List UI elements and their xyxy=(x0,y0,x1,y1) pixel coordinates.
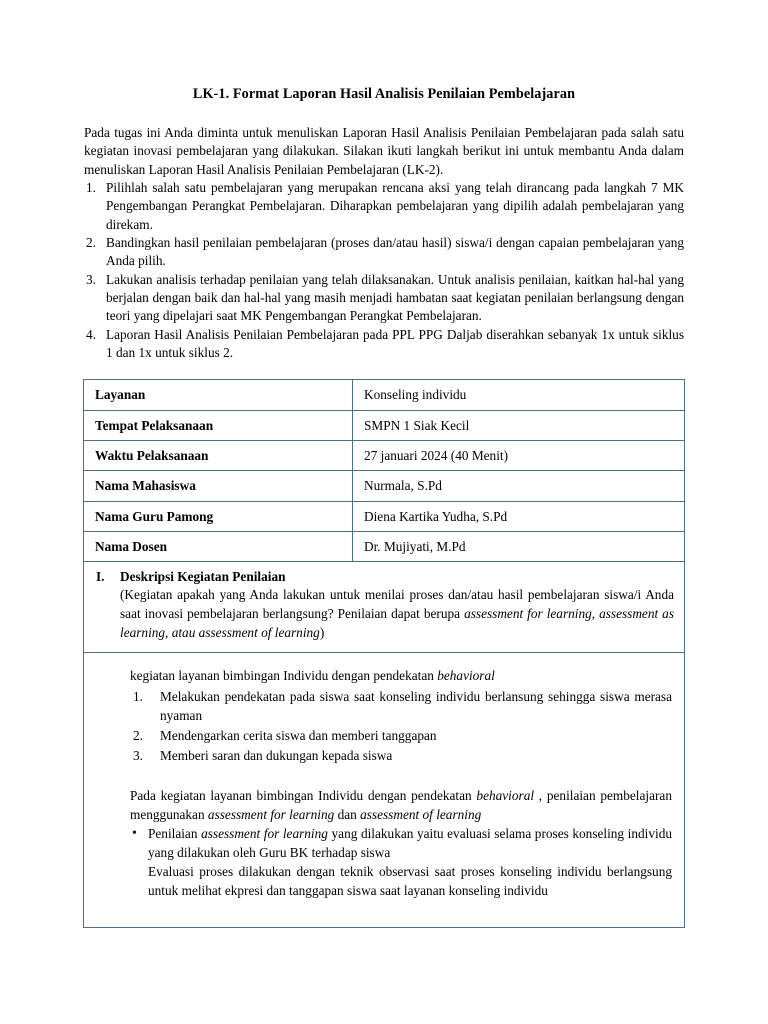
field-label-tempat-pelaksanaan: Tempat Pelaksanaan xyxy=(84,410,353,440)
answer-para-italic-2: assessment for learning xyxy=(207,807,335,823)
bullet-continuation-text: Evaluasi proses dilakukan dengan teknik observasi saat proses konseling individu berlangsung untuk melihat ekpresi dan tanggapan siswa saat layanan konseling individu xyxy=(148,863,672,898)
bullet-italic-1: assessment for learning xyxy=(201,826,328,842)
field-label-layanan: Layanan xyxy=(84,380,353,410)
field-value-nama-mahasiswa[interactable]: Nurmala, S.Pd xyxy=(353,471,685,501)
answer-activities-list xyxy=(130,688,672,766)
bullet-text-part-2: yang dilakukan yaitu evaluasi selama proses konseling individu yang dilakukan oleh Guru BK terhadap siswa xyxy=(148,826,672,861)
field-label-nama-guru-pamong: Nama Guru Pamong xyxy=(84,501,353,531)
instruction-step: Pilihlah salah satu pembelajaran yang merupakan rencana aksi yang telah dirancang pada langkah 7 MK Pengembangan Perangkat Pembelajaran. Diharapkan pembelajaran yang dipilih adalah pembelajaran yang direkam. xyxy=(106,180,684,232)
answer-lead-line xyxy=(130,667,672,686)
field-value-waktu-pelaksanaan[interactable]: 27 januari 2024 (40 Menit) xyxy=(353,441,685,471)
document-body xyxy=(84,103,684,362)
section-heading-text: Deskripsi Kegiatan Penilaian xyxy=(120,569,286,585)
table-row xyxy=(84,441,685,471)
field-value-layanan[interactable]: Konseling individu xyxy=(353,380,685,410)
section-numeral: I. xyxy=(96,569,105,585)
section-one-answer-row xyxy=(84,653,685,928)
activity-item: Mendengarkan cerita siswa dan memberi tanggapan xyxy=(160,727,437,743)
section-one-header-row xyxy=(84,562,685,653)
field-label-waktu-pelaksanaan: Waktu Pelaksanaan xyxy=(84,441,353,471)
description-italic-text: assessment for learning, assessment as learning, atau assessment of learning xyxy=(120,606,675,641)
field-value-nama-guru-pamong[interactable]: Diena Kartika Yudha, S.Pd xyxy=(353,501,685,531)
answer-para-part-2: , penilaian pembelajaran menggunakan xyxy=(130,788,672,823)
answer-cell[interactable] xyxy=(84,653,685,928)
answer-lead-prefix: kegiatan layanan bimbingan Individu dengan pendekatan xyxy=(130,668,438,684)
answer-lead-italic: behavioral xyxy=(437,668,495,684)
description-suffix-text: ) xyxy=(319,625,325,641)
answer-para-part-3: dan xyxy=(334,807,361,823)
section-one-heading xyxy=(94,567,674,586)
page-title: LK-1. Format Laporan Hasil Analisis Penilaian Pembelajaran xyxy=(192,86,576,102)
answer-paragraph xyxy=(130,787,672,825)
section-one-description xyxy=(94,586,674,643)
answer-bullet-list xyxy=(130,825,672,901)
instruction-steps-list xyxy=(84,179,684,362)
field-label-nama-dosen: Nama Dosen xyxy=(84,531,353,561)
field-value-tempat-pelaksanaan[interactable]: SMPN 1 Siak Kecil xyxy=(353,410,685,440)
table-row xyxy=(84,380,685,410)
table-row xyxy=(84,531,685,561)
table-row xyxy=(84,410,685,440)
field-value-nama-dosen[interactable]: Dr. Mujiyati, M.Pd xyxy=(353,531,685,561)
answer-para-part-1: Pada kegiatan layanan bimbingan Individu dengan pendekatan xyxy=(130,788,477,804)
table-row xyxy=(84,501,685,531)
report-form-table xyxy=(83,379,685,927)
answer-para-italic-3: assessment of learning xyxy=(360,807,482,823)
activity-item: Memberi saran dan dukungan kepada siswa xyxy=(160,747,393,763)
bullet-text-part-1: Penilaian xyxy=(148,826,202,842)
instruction-step: Lakukan analisis terhadap penilaian yang telah dilaksanakan. Untuk analisis penilaian, kaitkan hal-hal yang berjalan dengan baik dan hal-hal yang masih menjadi hambatan saat kegiatan penilaian berlangsung dengan teori yang dipelajari saat MK Pengembangan Perangkat Pembelajaran. xyxy=(106,271,684,324)
bullet-item xyxy=(130,825,672,901)
description-prefix-text: (Kegiatan apakah yang Anda lakukan untuk menilai proses dan/atau hasil pembelajaran siswa/i Anda saat inovasi pembelajaran berlangsung? Penilaian dapat berupa xyxy=(120,587,674,622)
intro-paragraph: Pada tugas ini Anda diminta untuk menuliskan Laporan Hasil Analisis Penilaian Pembelajaran pada salah satu kegiatan inovasi pembelajaran yang dilakukan. Silakan ikuti langkah berikut ini untuk membantu Anda dalam menuliskan Laporan Hasil Analisis Penilaian Pembelajaran (LK-2). xyxy=(84,125,684,177)
instruction-step: Laporan Hasil Analisis Penilaian Pembelajaran pada PPL PPG Daljab diserahkan sebanyak 1x untuk siklus 1 dan 1x untuk siklus 2. xyxy=(106,326,684,361)
answer-content xyxy=(96,667,672,901)
answer-para-italic-1: behavioral xyxy=(476,788,535,804)
activity-item: Melakukan pendekatan pada siswa saat konseling individu berlansung sehingga siswa merasa nyaman xyxy=(160,688,672,723)
instruction-step: Bandingkan hasil penilaian pembelajaran (proses dan/atau hasil) siswa/i dengan capaian pembelajaran yang Anda pilih. xyxy=(106,235,684,269)
table-row xyxy=(84,471,685,501)
field-label-nama-mahasiswa: Nama Mahasiswa xyxy=(84,471,353,501)
section-one-cell xyxy=(84,562,685,653)
